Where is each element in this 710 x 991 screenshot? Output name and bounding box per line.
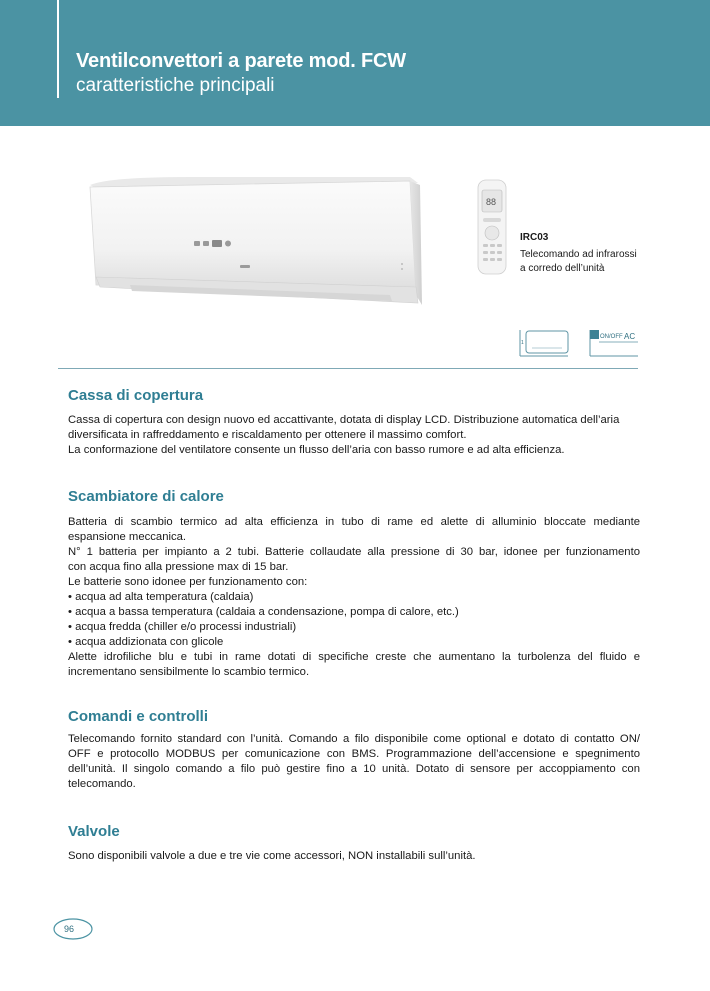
onoff-label: ON/OFF: [600, 334, 623, 340]
page-subtitle: caratteristiche principali: [76, 75, 275, 96]
text-line: dell’unità. Il singolo comando a filo può gestire fino a 10 unità. Dotato di sensore per accoppiamento con: [68, 763, 640, 775]
fan-coil-unit-image: [70, 165, 430, 315]
section-title-valvole: Valvole: [68, 823, 120, 840]
svg-text:88: 88: [486, 197, 497, 207]
text-line: diversificata in raffreddamento e riscaldamento per ottenere il massimo comfort.: [68, 429, 467, 441]
text-line: Alette idrofiliche blu e tubi in rame dotati di specifiche creste che aumentano la turbolenza del fluido e: [68, 651, 640, 663]
text-line: Batteria di scambio termico ad alta efficienza in tubo di rame ed alette di alluminio bloccate mediante: [68, 516, 640, 528]
ac-label: AC: [624, 332, 636, 341]
page-number: 96: [64, 924, 75, 934]
wall-install-icon: [518, 328, 570, 358]
remote-description-cont: a corredo dell’unità: [520, 263, 605, 274]
text-line: Cassa di copertura con design nuovo ed accattivante, dotata di display LCD. Distribuzione automatica dell’aria: [68, 414, 620, 426]
list-item: • acqua addizionata con glicole: [68, 636, 224, 648]
svg-text:1: 1: [521, 340, 524, 346]
header-accent-bar: [57, 0, 59, 98]
list-item: • acqua ad alta temperatura (caldaia): [68, 591, 254, 603]
section-title-comandi: Comandi e controlli: [68, 708, 209, 725]
remote-description: Telecomando ad infrarossi: [520, 249, 637, 260]
page-title: Ventilconvettori a parete mod. FCW: [76, 50, 406, 72]
section-body-comandi: [68, 732, 640, 792]
page-header: [0, 0, 710, 126]
text-line: Le batterie sono idonee per funzionamento con:: [68, 576, 308, 588]
text-line: N° 1 batteria per impianto a 2 tubi. Batterie collaudate alla pressione di 30 bar, idonee per funzionamento: [68, 546, 640, 558]
text-line: con acqua fino alla pressione max di 15 bar.: [68, 561, 289, 573]
section-body-cassa: [68, 413, 640, 458]
section-body-valvole: [68, 849, 640, 864]
list-item: • acqua a bassa temperatura (caldaia a condensazione, pompa di calore, etc.): [68, 606, 459, 618]
list-item: • acqua fredda (chiller e/o processi industriali): [68, 621, 297, 633]
text-line: OFF e protocollo MODBUS per comunicazione con BMS. Programmazione dell’accensione e spegnimento: [68, 748, 640, 760]
text-line: Telecomando fornito standard con l’unità. Comando a filo disponibile come optional e dotato di contatto ON/: [68, 733, 640, 745]
text-line: espansione meccanica.: [68, 531, 187, 543]
text-line: incrementano sensibilmente lo scambio termico.: [68, 666, 310, 678]
section-body-scambiatore: [68, 515, 640, 680]
section-title-cassa: Cassa di copertura: [68, 387, 204, 404]
section-divider: [58, 368, 638, 369]
text-line: La conformazione del ventilatore consente un flusso dell’aria con basso rumore e ad alta efficienza.: [68, 444, 565, 456]
section-title-scambiatore: Scambiatore di calore: [68, 488, 224, 505]
remote-control-image: [472, 178, 512, 278]
text-line: Sono disponibili valvole a due e tre vie come accessori, NON installabili sull’unità.: [68, 850, 476, 862]
text-line: telecomando.: [68, 778, 136, 790]
remote-code: IRC03: [520, 232, 549, 243]
